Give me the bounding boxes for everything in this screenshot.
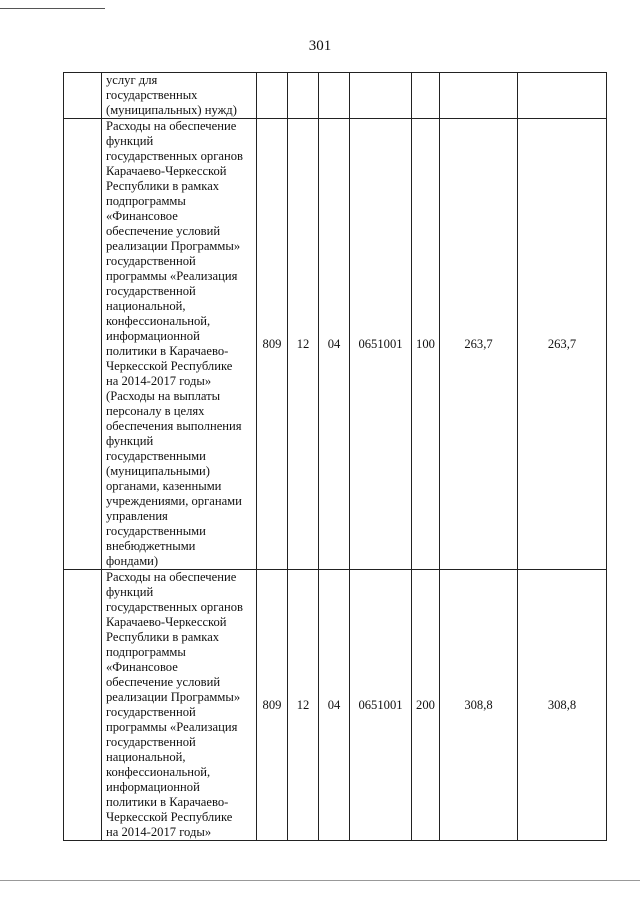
rz-cell: 12 <box>288 570 319 841</box>
vr-cell <box>412 73 440 119</box>
sum-2015-cell <box>440 73 518 119</box>
row-index-cell <box>64 73 102 119</box>
rz-cell <box>288 73 319 119</box>
sum-2015-cell: 263,7 <box>440 119 518 570</box>
pr-cell: 04 <box>319 119 350 570</box>
vr-cell: 200 <box>412 570 440 841</box>
pr-cell <box>319 73 350 119</box>
ved-cell: 809 <box>257 119 288 570</box>
csr-cell: 0651001 <box>350 570 412 841</box>
budget-table <box>63 72 607 841</box>
row-index-cell <box>64 119 102 570</box>
csr-cell <box>350 73 412 119</box>
sum-2016-cell <box>518 73 607 119</box>
page-number: 301 <box>308 38 332 54</box>
sum-2015-cell: 308,8 <box>440 570 518 841</box>
vr-cell: 100 <box>412 119 440 570</box>
table-row <box>64 119 607 570</box>
description-cell: Расходы на обеспечение функций государственных органов Карачаево-Черкесской Республики в рамках подпрограммы «Финансовое обеспечение условий реализации Программы» государственной программы «Реализация государственной национальной, конфессиональной, информационной политики в Карачаево- Черкесской Республике на 2014-2017 годы» <box>102 570 257 841</box>
pr-cell: 04 <box>319 570 350 841</box>
row-index-cell <box>64 570 102 841</box>
description-cell: услуг для государственных (муниципальных) нужд) <box>102 73 257 119</box>
scan-artifact-bottom-line <box>0 880 640 881</box>
description-cell: Расходы на обеспечение функций государственных органов Карачаево-Черкесской Республики в рамках подпрограммы «Финансовое обеспечение условий реализации Программы» государственной программы «Реализация государственной национальной, конфессиональной, информационной политики в Карачаево- Черкесской Республике на 2014-2017 годы» (Расходы на выплаты персоналу в целях обеспечения выполнения функций государственными (муниципальными) органами, казенными учреждениями, органами управления государственными внебюджетными фондами) <box>102 119 257 570</box>
csr-cell: 0651001 <box>350 119 412 570</box>
sum-2016-cell: 263,7 <box>518 119 607 570</box>
ved-cell: 809 <box>257 570 288 841</box>
table-row <box>64 570 607 841</box>
table-row <box>64 73 607 119</box>
rz-cell: 12 <box>288 119 319 570</box>
scan-artifact-line <box>0 8 105 9</box>
sum-2016-cell: 308,8 <box>518 570 607 841</box>
ved-cell <box>257 73 288 119</box>
